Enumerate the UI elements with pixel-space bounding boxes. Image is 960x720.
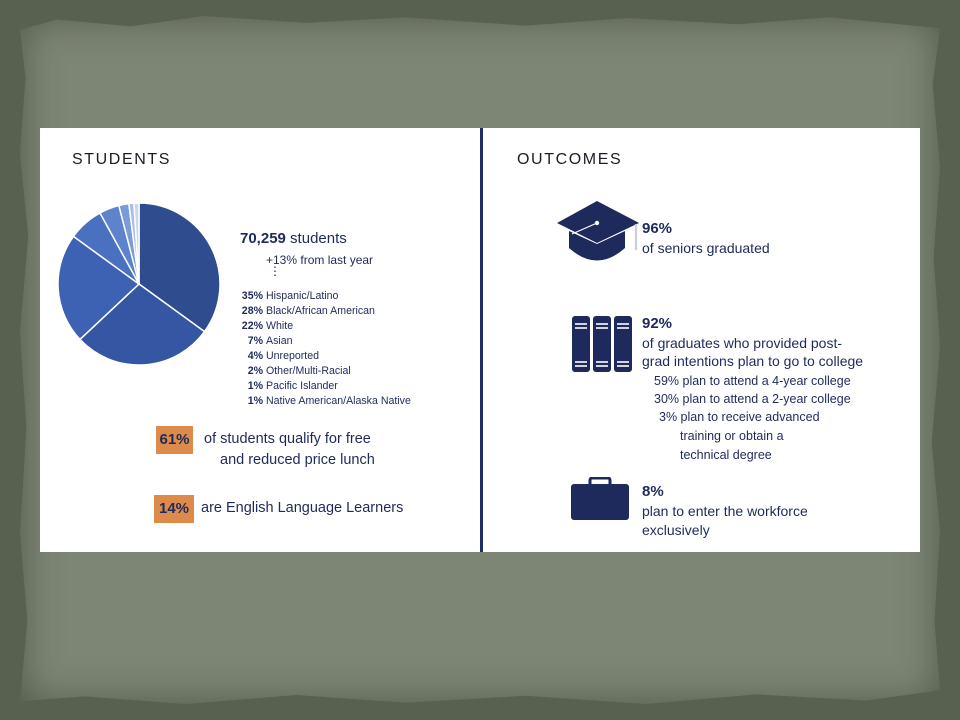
student-total: 70,259 students bbox=[240, 230, 347, 247]
ell-text: are English Language Learners bbox=[201, 500, 404, 516]
college-sub-training: training or obtain a bbox=[680, 429, 784, 443]
college-pct: 92% bbox=[642, 315, 673, 332]
lunch-text-line2: and reduced price lunch bbox=[220, 452, 375, 468]
legend-label: Black/African American bbox=[266, 305, 375, 317]
workforce-text-line1: plan to enter the workforce bbox=[642, 503, 808, 519]
column-divider bbox=[480, 128, 483, 552]
legend-label: Hispanic/Latino bbox=[266, 290, 339, 302]
legend-row bbox=[236, 305, 411, 320]
legend-pct: 22% bbox=[241, 320, 263, 332]
students-title: STUDENTS bbox=[72, 151, 172, 168]
legend-row bbox=[236, 350, 411, 365]
legend-row bbox=[236, 290, 411, 305]
college-text-line2: grad intentions plan to go to college bbox=[642, 353, 864, 369]
workforce-pct: 8% bbox=[642, 483, 664, 500]
legend-pct: 7% bbox=[247, 335, 263, 347]
legend-label: Unreported bbox=[266, 350, 319, 362]
legend-label: White bbox=[266, 320, 294, 332]
pie-legend bbox=[236, 290, 411, 410]
outcomes-title: OUTCOMES bbox=[517, 151, 623, 168]
legend-label: Native American/Alaska Native bbox=[266, 395, 411, 407]
legend-pct: 2% bbox=[247, 365, 263, 377]
legend-row bbox=[236, 335, 411, 350]
legend-label: Asian bbox=[266, 335, 293, 347]
college-text-line1: of graduates who provided post- bbox=[642, 335, 843, 351]
college-sub-4yr: 59% plan to attend a 4-year college bbox=[654, 374, 851, 388]
workforce-text-line2: exclusively bbox=[642, 522, 710, 538]
ell-pct-badge: 14% bbox=[154, 495, 194, 523]
legend-row bbox=[236, 320, 411, 335]
legend-label: Other/Multi-Racial bbox=[266, 365, 351, 377]
legend-pct: 4% bbox=[247, 350, 263, 362]
graduated-text: of seniors graduated bbox=[642, 240, 770, 256]
lunch-pct-badge: 61% bbox=[156, 426, 193, 454]
legend-pct: 28% bbox=[241, 305, 263, 317]
legend-pct: 1% bbox=[247, 380, 263, 392]
growth-text: +13% from last year bbox=[266, 253, 374, 267]
legend-row bbox=[236, 365, 411, 380]
infographic-panel bbox=[40, 128, 920, 552]
legend-pct: 1% bbox=[247, 395, 263, 407]
dots-separator: ⋮ bbox=[269, 264, 281, 278]
ethnicity-pie-chart bbox=[56, 201, 222, 367]
graduated-pct: 96% bbox=[642, 220, 673, 237]
legend-row bbox=[236, 395, 411, 410]
legend-row bbox=[236, 380, 411, 395]
lunch-text-line1: of students qualify for free bbox=[204, 431, 371, 447]
college-sub-technical: technical degree bbox=[680, 448, 772, 462]
books-icon bbox=[571, 314, 635, 374]
briefcase-icon bbox=[570, 477, 630, 521]
legend-label: Pacific Islander bbox=[266, 380, 338, 392]
legend-pct: 35% bbox=[241, 290, 263, 302]
graduation-cap-icon bbox=[557, 198, 641, 266]
college-sub-2yr: 30% plan to attend a 2-year college bbox=[654, 392, 851, 406]
college-sub-advanced: 3% plan to receive advanced bbox=[659, 410, 820, 424]
